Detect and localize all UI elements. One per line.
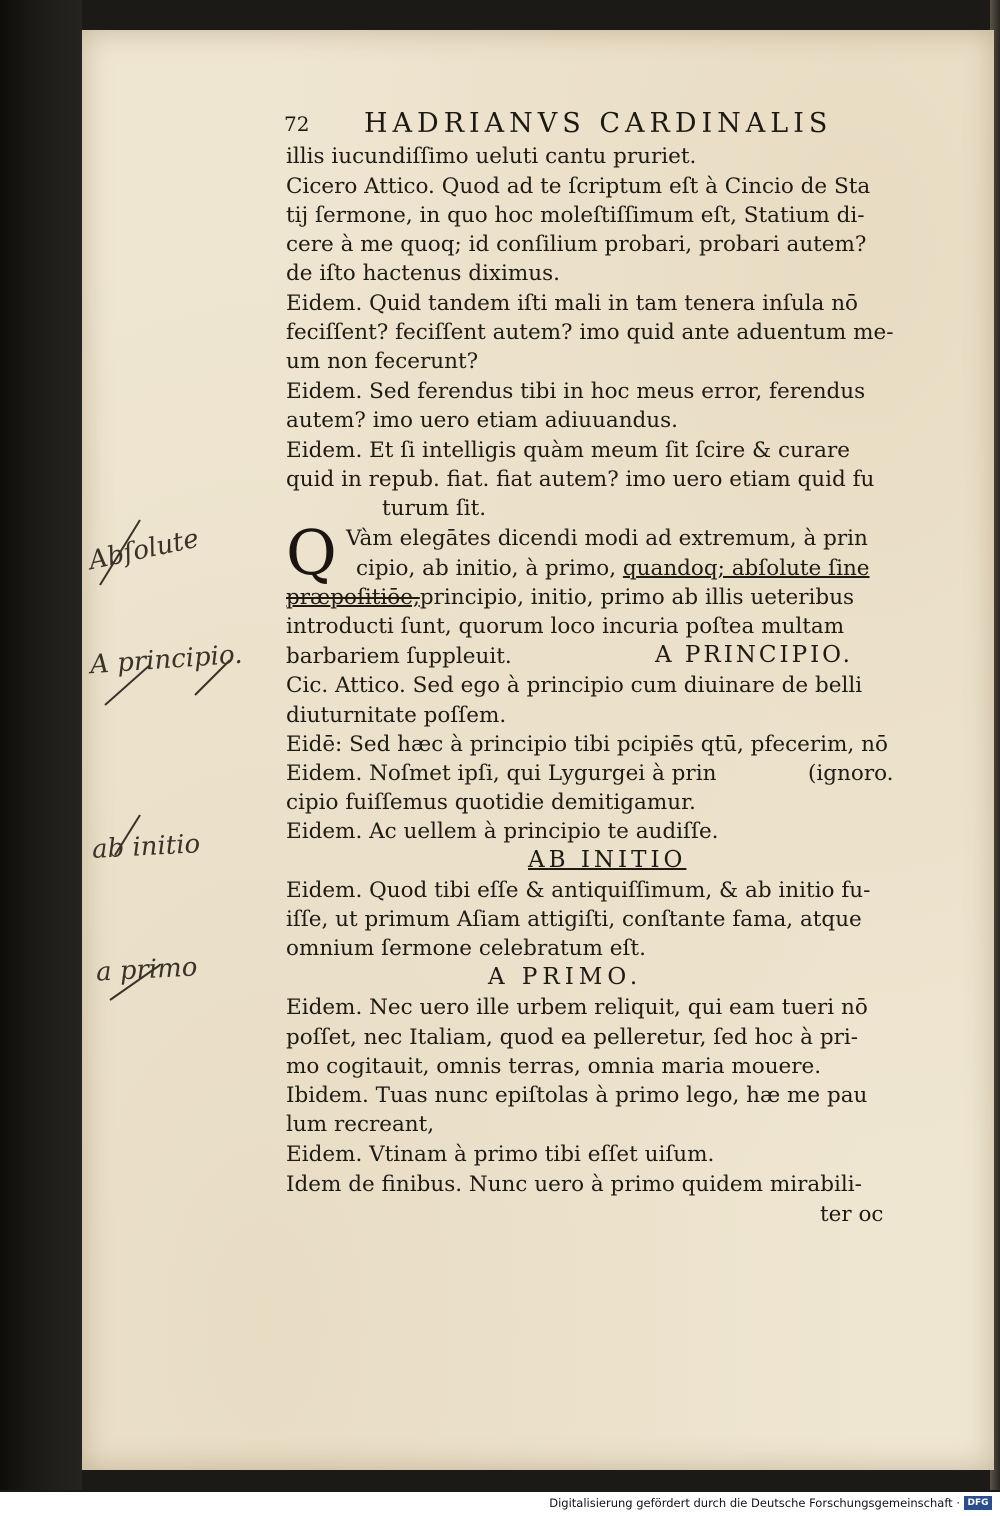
drop-initial: Q bbox=[286, 516, 337, 589]
text-line: introducti ſunt, quorum loco incuria poſtea multam bbox=[286, 614, 845, 639]
margin-note-absolute: Abſolute bbox=[86, 523, 202, 577]
text-line: quid in repub. fiat. fiat autem? imo uero etiam quid fu bbox=[286, 467, 875, 492]
underlined-text: præpoſitiōe, bbox=[286, 585, 420, 610]
text-line: turum ſit. bbox=[382, 496, 487, 521]
underlined-text: quandoq; abſolute ſine bbox=[622, 556, 870, 581]
text-line: Eidē: Sed hæc à principio tibi pcipiēs qtū, pfecerim, nō bbox=[286, 732, 888, 757]
text-line: feciſſent? feciſſent autem? imo quid ante aduentum me- bbox=[286, 320, 894, 345]
text-line: Ibidem. Tuas nunc epiſtolas à primo lego, hæ me pau bbox=[286, 1083, 868, 1108]
text-line: iſſe, ut primum Aſiam attigiſti, conſtante fama, atque bbox=[286, 907, 862, 932]
text-line: um non fecerunt? bbox=[286, 349, 479, 374]
margin-note-principio: A principio. bbox=[89, 639, 244, 681]
text-line: tij ſermone, in quo hoc moleſtiſſimum eſt, Statium di- bbox=[286, 203, 865, 228]
section-heading-principio: A PRINCIPIO. bbox=[655, 642, 853, 668]
text-span: cipio, ab initio, à primo, bbox=[356, 556, 623, 581]
page-number: 72 bbox=[284, 112, 310, 136]
text-line: diuturnitate poſſem. bbox=[286, 703, 507, 728]
text-line: Cicero Attico. Quod ad te ſcriptum eſt à Cincio de Sta bbox=[286, 174, 871, 199]
text-line: Eidem. Quid tandem iſti mali in tam tenera inſula nō bbox=[286, 291, 858, 316]
footer-credit: Digitalisierung gefördert durch die Deutsche Forschungsgemeinschaft · bbox=[549, 1496, 960, 1510]
text-line: (ignoro. bbox=[808, 761, 894, 786]
text-line: lum recreant, bbox=[286, 1112, 435, 1137]
text-span: principio, initio, primo ab illis ueteribus bbox=[419, 585, 855, 610]
text-line: Eidem. Sed ferendus tibi in hoc meus error, ferendus bbox=[286, 379, 866, 404]
catchword: ter oc bbox=[820, 1202, 884, 1227]
text-line: Eidem. Vtinam à primo tibi eſſet uiſum. bbox=[286, 1142, 715, 1167]
margin-note-initio: ab initio bbox=[91, 829, 201, 865]
text-line: Eidem. Ac uellem à principio te audiſſe. bbox=[286, 819, 719, 844]
text-line: Eidem. Quod tibi eſſe & antiquiſſimum, & ab initio fu- bbox=[286, 878, 871, 903]
text-line: Eidem. Et ſi intelligis quàm meum ſit ſcire & curare bbox=[286, 438, 850, 463]
text-line: Eidem. Noſmet ipſi, qui Lygurgei à prin bbox=[286, 761, 717, 786]
text-line: Eidem. Nec uero ille urbem reliquit, qui eam tueri nō bbox=[286, 995, 868, 1020]
text-line: cere à me quoq; id conſilium probari, probari autem? bbox=[286, 232, 867, 257]
text-line: Vàm elegātes dicendi modi ad extremum, à prin bbox=[346, 526, 868, 551]
text-line: autem? imo uero etiam adiuuandus. bbox=[286, 408, 679, 433]
footer-bar bbox=[0, 1492, 1000, 1516]
dfg-logo: DFG bbox=[964, 1496, 992, 1510]
text-line: barbariem ſuppleuit. bbox=[286, 644, 512, 669]
text-line: Idem de finibus. Nunc uero à primo quidem mirabili- bbox=[286, 1172, 862, 1197]
text-line: illis iucundiſſimo ueluti cantu pruriet. bbox=[286, 144, 697, 169]
text-line: de iſto hactenus diximus. bbox=[286, 261, 560, 286]
section-heading-initio: AB INITIO bbox=[528, 847, 687, 873]
text-line: cipio fuiſſemus quotidie demitigamur. bbox=[286, 790, 696, 815]
section-heading-primo: A PRIMO. bbox=[488, 964, 643, 990]
text-line: mo cogitauit, omnis terras, omnia maria mouere. bbox=[286, 1054, 822, 1079]
text-line: poſſet, nec Italiam, quod ea pelleretur, ſed hoc à pri- bbox=[286, 1025, 859, 1050]
running-title: HADRIANVS CARDINALIS bbox=[364, 108, 833, 139]
margin-note-primo: a primo bbox=[95, 952, 199, 988]
text-line: Cic. Attico. Sed ego à principio cum diuinare de belli bbox=[286, 673, 863, 698]
text-line: omnium ſermone celebratum eſt. bbox=[286, 936, 646, 961]
